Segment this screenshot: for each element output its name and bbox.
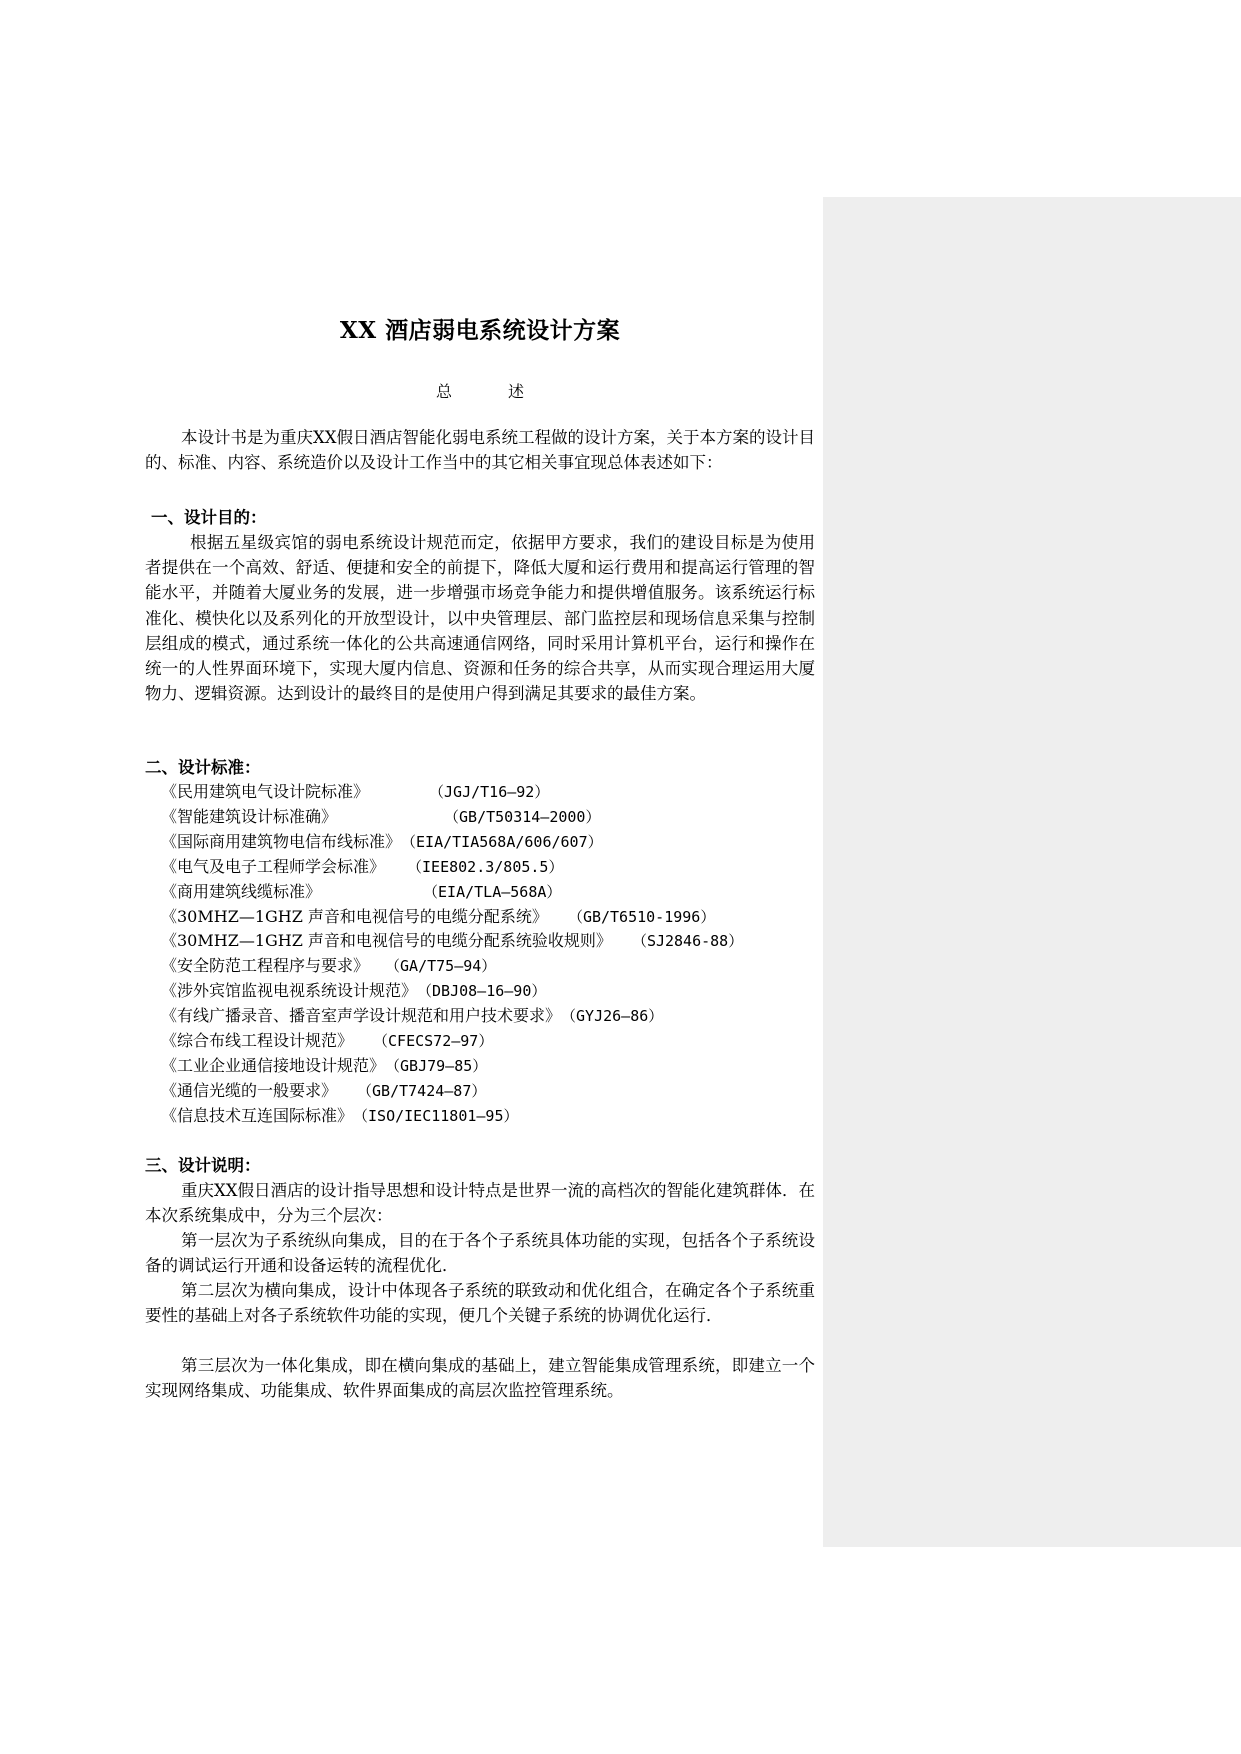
- standard-name: 《30MHZ—1GHZ 声音和电视信号的电缆分配系统验收规则》: [161, 931, 612, 951]
- standard-item: [161, 830, 743, 855]
- standard-name: 《通信光缆的一般要求》: [161, 1080, 338, 1100]
- standard-code: （GB/T50314—2000）: [444, 807, 601, 826]
- standard-name: 《安全防范工程程序与要求》: [161, 956, 370, 976]
- standard-item: [161, 1004, 743, 1029]
- standard-item: [161, 1104, 743, 1129]
- standard-code: （ISO/IEC11801—95）: [353, 1106, 519, 1125]
- section3-paragraph-1: 重庆XX假日酒店的设计指导思想和设计特点是世界一流的高档次的智能化建筑群体．在本次系统集成中，分为三个层次：: [145, 1181, 815, 1226]
- standard-name: 《工业企业通信接地设计规范》: [161, 1055, 386, 1075]
- standard-item: [161, 954, 743, 979]
- standard-item: [161, 805, 743, 830]
- standard-name: 《国际商用建筑物电信布线标准》: [161, 831, 402, 851]
- subtitle-char-2: 述: [508, 382, 525, 401]
- standard-name: 《商用建筑线缆标准》: [161, 881, 322, 901]
- standard-name: 《电气及电子工程师学会标准》: [161, 856, 386, 876]
- standard-code: （GB/T7424—87）: [357, 1081, 487, 1100]
- standard-name: 《智能建筑设计标准确》: [161, 806, 338, 826]
- intro-paragraph: 本设计书是为重庆XX假日酒店智能化弱电系统工程做的设计方案，关于本方案的设计目的、标准、内容、系统造价以及设计工作当中的其它相关事宜现总体表述如下：: [145, 428, 815, 473]
- standard-code: （IEE802.3/805.5）: [407, 857, 564, 876]
- standard-name: 《综合布线工程设计规范》: [161, 1031, 354, 1051]
- section1-heading: 一、设计目的：: [151, 508, 267, 527]
- standard-code: （GB/T6510-1996）: [567, 907, 716, 926]
- subtitle: [145, 381, 815, 403]
- comment-pane: [823, 197, 1241, 1547]
- section3-paragraph-2: 第一层次为子系统纵向集成，目的在于各个子系统具体功能的实现，包括各个子系统设备的调试运行开通和设备运转的流程优化．: [145, 1231, 815, 1276]
- standard-item: [161, 880, 743, 905]
- standard-name: 《30MHZ—1GHZ 声音和电视信号的电缆分配系统》: [161, 906, 548, 926]
- section3-paragraph-4: 第三层次为一体化集成，即在横向集成的基础上，建立智能集成管理系统，即建立一个实现网络集成、功能集成、软件界面集成的高层次监控管理系统。: [145, 1356, 815, 1401]
- section3-heading: 三、设计说明：: [145, 1156, 261, 1175]
- standard-code: （GYJ26—86）: [561, 1007, 664, 1026]
- standard-code: （EIA/TLA—568A）: [423, 882, 562, 901]
- standard-code: （GBJ79—85）: [385, 1056, 488, 1075]
- standard-item: [161, 929, 743, 954]
- standard-code: （CFECS72—97）: [373, 1032, 494, 1051]
- standard-item: [161, 1079, 743, 1104]
- standard-item: [161, 905, 743, 930]
- standard-code: （GA/T75—94）: [385, 957, 497, 976]
- document-title: XX 酒店弱电系统设计方案: [339, 317, 621, 344]
- subtitle-char-1: 总: [435, 382, 452, 401]
- standard-item: [161, 1054, 743, 1079]
- standard-name: 《有线广播录音、播音室声学设计规范和用户技术要求》: [161, 1006, 562, 1026]
- standard-item: [161, 780, 743, 805]
- standard-code: （JGJ/T16—92）: [429, 783, 550, 801]
- standard-code: （EIA/TIA568A/606/607）: [401, 832, 603, 851]
- section3-paragraph-3: 第二层次为横向集成，设计中体现各子系统的联致动和优化组合，在确定各个子系统重要性的基础上对各子系统软件功能的实现，便几个关键子系统的协调优化运行．: [145, 1281, 815, 1326]
- standard-code: （SJ2846-88）: [631, 932, 744, 951]
- standard-code: （DBJ08—16—90）: [417, 982, 547, 1001]
- standard-name: 《信息技术互连国际标准》: [161, 1105, 354, 1125]
- standard-item: [161, 855, 743, 880]
- standard-name: 《涉外宾馆监视电视系统设计规范》: [161, 981, 418, 1001]
- standards-list: [161, 780, 743, 1129]
- standard-item: [161, 979, 743, 1004]
- section1-body: 根据五星级宾馆的弱电系统设计规范而定，依据甲方要求，我们的建设目标是为使用者提供在一个高效、舒适、便捷和安全的前提下，降低大厦和运行费用和提高运行管理的智能水平，并随着大厦业务的发展，进一步增强市场竞争能力和提供增值服务。该系统运行标准化、模快化以及系列化的开放型设计，以中央管理层、部门监控层和现场信息采集与控制层组成的模式，通过系统一体化的公共高速通信网络，同时采用计算机平台，运行和操作在统一的人性界面环境下，实现大厦内信息、资源和任务的综合共享，从而实现合理运用大厦物力、逻辑资源。达到设计的最终目的是使用户得到满足其要求的最佳方案。: [145, 533, 815, 704]
- standard-name: 《民用建筑电气设计院标准》: [161, 782, 370, 801]
- section2-heading: 二、设计标准：: [145, 758, 261, 777]
- standard-item: [161, 1029, 743, 1054]
